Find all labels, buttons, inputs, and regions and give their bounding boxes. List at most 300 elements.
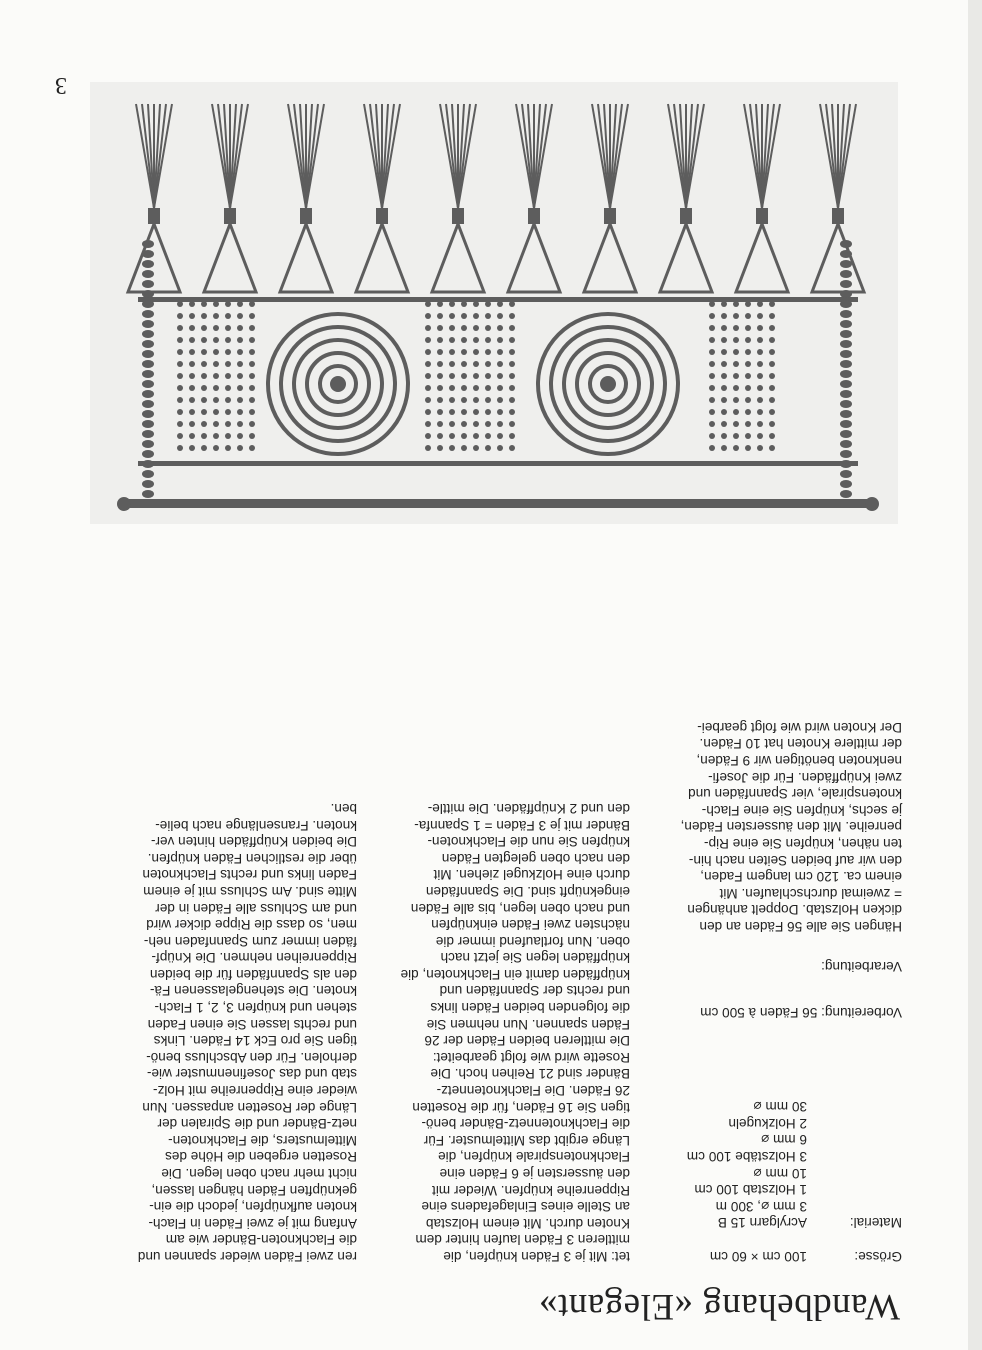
spiral-knot [840, 340, 852, 348]
net-knot [225, 385, 231, 391]
net-knot [437, 349, 443, 355]
text-line: Flachknotenspirale knüpfen, die [438, 1149, 630, 1165]
net-knot [721, 337, 727, 343]
net-knot [733, 325, 739, 331]
spiral-knot [142, 260, 154, 268]
net-knot [437, 433, 443, 439]
net-knot [461, 373, 467, 379]
net-knot [213, 385, 219, 391]
net-knot [733, 301, 739, 307]
text-column-2 [368, 799, 630, 1264]
spiral-knot [840, 260, 852, 268]
text-line: Mittelmusters, die Flachknoten- [168, 1132, 357, 1148]
text-line: den wir auf beiden Seiten nach hin- [688, 852, 902, 868]
net-knot [721, 421, 727, 427]
net-knot [201, 385, 207, 391]
net-knot [189, 373, 195, 379]
spiral-knot [840, 400, 852, 408]
net-knot [745, 325, 751, 331]
text-line: = zweimal durchschlaufen. Mit [719, 885, 902, 901]
spec-row-material [602, 1098, 902, 1231]
net-knot [757, 385, 763, 391]
net-knot [473, 445, 479, 451]
text-line: nenknoten benötigen wir 9 Fäden, [696, 753, 902, 769]
net-knot [485, 421, 491, 427]
net-knot [721, 433, 727, 439]
net-knot [769, 373, 775, 379]
net-knot [189, 397, 195, 403]
net-knot [449, 337, 455, 343]
josephine-knot [812, 224, 864, 292]
text-line: Mitte sind. Am Schluss mit je einem [143, 883, 357, 899]
net-knot [213, 361, 219, 367]
net-knot [473, 433, 479, 439]
text-line: den als Spannfäden für die beiden [149, 966, 357, 982]
net-knot [189, 421, 195, 427]
net-knot [177, 361, 183, 367]
text-line: nicht mehr nach oben legen. Die [161, 1166, 357, 1182]
net-knot [225, 445, 231, 451]
net-knot [497, 361, 503, 367]
net-knot [189, 325, 195, 331]
net-knot [213, 445, 219, 451]
spiral-knot [840, 390, 852, 398]
net-knot [437, 325, 443, 331]
spiral-knot [142, 410, 154, 418]
net-knot [177, 385, 183, 391]
net-knot [213, 421, 219, 427]
verarbeitung-label: Verarbeitung: [821, 959, 902, 974]
net-knot [769, 433, 775, 439]
spiral-knot [840, 370, 852, 378]
net-knot [769, 445, 775, 451]
net-knot [237, 361, 243, 367]
text-line: knoten. Die stehengelassenen Fä- [149, 983, 357, 999]
text-line: den nach oben gelegten Fäden [441, 850, 630, 866]
text-line: 26 Fäden. Die Flachknotennetz- [436, 1083, 630, 1099]
net-knot [449, 421, 455, 427]
net-knot [237, 385, 243, 391]
text-line: Anfang mit je zwei Fäden in Flach- [148, 1215, 357, 1231]
net-knot [733, 421, 739, 427]
net-knot [757, 373, 763, 379]
net-knot [201, 397, 207, 403]
spiral-knot [840, 350, 852, 358]
net-knot [745, 445, 751, 451]
net-knot [757, 433, 763, 439]
net-knot [437, 313, 443, 319]
text-line: ben. [330, 800, 357, 816]
spiral-knot [142, 450, 154, 458]
net-knot [709, 397, 715, 403]
spiral-knot [840, 430, 852, 438]
net-knot [225, 337, 231, 343]
text-line: nächsten zwei Fäden einknüpfen [431, 917, 630, 933]
text-line: knoten aufknüpfen, jedoch die ein- [149, 1199, 357, 1215]
net-knot [721, 349, 727, 355]
net-knot [437, 385, 443, 391]
text-line: ten nähen, knüpfen Sie eine Rip- [703, 836, 902, 852]
net-knot [473, 313, 479, 319]
text-line: fäden immer zum Spannfaden neh- [143, 933, 357, 949]
tassel-wrap [300, 208, 312, 224]
net-knot [201, 301, 207, 307]
spiral-knot [142, 420, 154, 428]
net-knot [225, 325, 231, 331]
spec-table [602, 1098, 902, 1264]
net-knot [509, 301, 515, 307]
net-knot [509, 373, 515, 379]
net-knot [249, 337, 255, 343]
net-knot [497, 445, 503, 451]
net-knot [189, 301, 195, 307]
net-knot [437, 373, 443, 379]
net-knot [425, 361, 431, 367]
net-knot [249, 409, 255, 415]
net-knot [461, 325, 467, 331]
net-knot [769, 325, 775, 331]
spiral-knot [142, 380, 154, 388]
net-knot [721, 313, 727, 319]
net-knot [757, 337, 763, 343]
net-knot [449, 325, 455, 331]
text-line: und rechts der Spannfäden und [439, 983, 630, 999]
net-knot [461, 421, 467, 427]
net-knot [461, 361, 467, 367]
net-knot [473, 325, 479, 331]
text-line: Rippenreihe knüpfen. Wieder mit [432, 1182, 630, 1198]
net-knot [177, 421, 183, 427]
macrame-illustration [90, 82, 898, 524]
text-line: Rosetten ergeben die Höhe des [165, 1149, 357, 1165]
josephine-knot [584, 224, 636, 292]
text-column-1 [640, 718, 902, 934]
spec-row-groesse [602, 1247, 902, 1264]
net-knot [249, 397, 255, 403]
net-knot [213, 301, 219, 307]
net-knot [509, 325, 515, 331]
net-knot [709, 373, 715, 379]
net-knot [249, 385, 255, 391]
material-line: 3 mm ⌀, 300 m [715, 1198, 807, 1214]
cross-rod [138, 297, 858, 302]
spiral-knot [142, 310, 154, 318]
net-knot [237, 445, 243, 451]
josephine-knot [128, 224, 180, 292]
text-line: knoten. Fransenlänge nach belie- [155, 817, 357, 833]
net-knot [237, 433, 243, 439]
net-knot [237, 337, 243, 343]
net-knot [189, 433, 195, 439]
spiral-knot [142, 480, 154, 488]
net-knot [733, 349, 739, 355]
net-knot [225, 373, 231, 379]
tassel-wrap [832, 208, 844, 224]
net-knot [757, 421, 763, 427]
net-knot [201, 313, 207, 319]
net-knot [709, 385, 715, 391]
net-knot [225, 421, 231, 427]
net-knot [201, 337, 207, 343]
net-knot [745, 409, 751, 415]
net-knot [213, 337, 219, 343]
net-knot [237, 421, 243, 427]
net-knot [485, 361, 491, 367]
net-knot [213, 373, 219, 379]
text-line: tigen Sie pro Eck 14 Fäden. Links [153, 1033, 357, 1049]
net-knot [745, 337, 751, 343]
josephine-knot [204, 224, 256, 292]
net-knot [509, 397, 515, 403]
net-knot [425, 301, 431, 307]
net-knot [237, 373, 243, 379]
text-line: ren zwei Fäden wieder spannen und [137, 1249, 357, 1264]
net-knot [769, 397, 775, 403]
net-knot [213, 313, 219, 319]
net-knot [757, 409, 763, 415]
text-line: knüpffäden damit ein Flachknoten, die [400, 966, 630, 982]
net-knot [473, 361, 479, 367]
net-knot [449, 397, 455, 403]
net-knot [425, 421, 431, 427]
net-knot [769, 301, 775, 307]
net-knot [757, 301, 763, 307]
text-line: Fäden spannen. Nun nehmen Sie [426, 1016, 630, 1032]
net-knot [225, 397, 231, 403]
net-knot [485, 445, 491, 451]
net-knot [177, 397, 183, 403]
cross-rod [138, 461, 858, 466]
net-knot [249, 445, 255, 451]
net-knot [757, 445, 763, 451]
text-line: eingeknüpft sind. Die Spannfäden [425, 883, 630, 899]
tassel-wrap [604, 208, 616, 224]
net-knot [509, 433, 515, 439]
net-knot [497, 433, 503, 439]
net-knot [213, 325, 219, 331]
net-knot [497, 409, 503, 415]
text-line: Bänder mit je 3 Fäden = 1 Spannfa- [414, 817, 630, 833]
text-line: knüpffäden legen Sie jetzt nach [440, 950, 630, 966]
net-knot [461, 445, 467, 451]
spiral-knot [840, 450, 852, 458]
net-knot [733, 337, 739, 343]
net-knot [437, 397, 443, 403]
spiral-knot [142, 440, 154, 448]
net-knot [225, 409, 231, 415]
tassel-wrap [680, 208, 692, 224]
net-knot [437, 409, 443, 415]
net-knot [473, 349, 479, 355]
net-knot [745, 301, 751, 307]
spiral-knot [840, 280, 852, 288]
net-knot [721, 385, 727, 391]
spiral-knot [840, 410, 852, 418]
text-column-3 [95, 799, 357, 1264]
spiral-knot [840, 380, 852, 388]
text-line: und am Schluss alle Fäden in der [155, 900, 357, 916]
net-knot [249, 301, 255, 307]
net-knot [733, 445, 739, 451]
material-line: 1 Holzstab 100 cm [694, 1182, 807, 1198]
net-knot [509, 421, 515, 427]
net-knot [449, 445, 455, 451]
net-knot [509, 361, 515, 367]
net-knot [497, 421, 503, 427]
text-line: penreihe. Mit den äussersten Fäden, [680, 819, 902, 835]
text-line: der mittlere Knoten hat 10 Fäden. [699, 736, 902, 752]
net-knot [721, 373, 727, 379]
net-knot [733, 361, 739, 367]
net-knot [225, 433, 231, 439]
material-list [602, 1098, 807, 1231]
net-knot [473, 301, 479, 307]
net-knot [485, 301, 491, 307]
josephine-knot [280, 224, 332, 292]
material-label: Material: [849, 1215, 902, 1231]
net-knot [509, 313, 515, 319]
text-line: Bänder sind 21 Reihen hoch. Die [430, 1066, 630, 1082]
spiral-knot [142, 390, 154, 398]
net-knot [201, 433, 207, 439]
josephine-knot [736, 224, 788, 292]
net-knot [709, 313, 715, 319]
net-knot [461, 409, 467, 415]
net-knot [473, 409, 479, 415]
net-knot [757, 361, 763, 367]
net-knot [425, 373, 431, 379]
net-knot [449, 349, 455, 355]
net-knot [425, 385, 431, 391]
material-line: 2 Holzkugeln [728, 1115, 807, 1131]
text-line: geknüpften Fäden hängen lassen, [151, 1182, 357, 1198]
net-knot [189, 337, 195, 343]
net-knot [449, 361, 455, 367]
net-knot [485, 409, 491, 415]
text-line: einem ca. 120 cm langem Faden, [700, 869, 902, 885]
net-knot [425, 337, 431, 343]
net-knot [721, 325, 727, 331]
josephine-knot [432, 224, 484, 292]
text-line: zwei Knüpffäden. Für die Josefi- [708, 769, 902, 785]
net-knot [745, 313, 751, 319]
text-line: Länge ergibt das Mittelmuster. Für [423, 1132, 630, 1148]
net-knot [177, 301, 183, 307]
material-line: 3 Holzstäbe 100 cm [686, 1149, 807, 1165]
net-knot [509, 349, 515, 355]
net-knot [497, 337, 503, 343]
macrame-photo [90, 82, 898, 524]
net-knot [709, 433, 715, 439]
net-knot [189, 349, 195, 355]
net-knot [201, 325, 207, 331]
spiral-knot [142, 350, 154, 358]
net-knot [757, 313, 763, 319]
net-knot [213, 433, 219, 439]
net-knot [249, 313, 255, 319]
net-knot [177, 445, 183, 451]
net-knot [733, 433, 739, 439]
net-knot [485, 373, 491, 379]
net-knot [757, 349, 763, 355]
net-knot [473, 337, 479, 343]
material-line: 10 mm ⌀ [753, 1165, 807, 1181]
net-knot [461, 349, 467, 355]
text-line: stab und das Josefinenmuster wie- [146, 1066, 357, 1082]
tassel-wrap [528, 208, 540, 224]
net-knot [497, 373, 503, 379]
spiral-knot [840, 330, 852, 338]
net-knot [177, 373, 183, 379]
net-knot [769, 361, 775, 367]
spiral-knot [840, 310, 852, 318]
spiral-knot [142, 340, 154, 348]
text-line: über die restlichen Fäden knüpfen. [147, 850, 357, 866]
net-knot [249, 349, 255, 355]
text-line: an Stelle eines Einlagefadens eine [421, 1199, 630, 1215]
net-knot [733, 373, 739, 379]
material-line: 30 mm ⌀ [753, 1099, 807, 1115]
net-knot [709, 445, 715, 451]
spiral-knot [142, 490, 154, 498]
groesse-label: Grösse: [854, 1249, 902, 1264]
net-knot [709, 337, 715, 343]
net-knot [237, 301, 243, 307]
net-knot [745, 397, 751, 403]
josephine-knot [356, 224, 408, 292]
net-knot [709, 421, 715, 427]
net-knot [201, 445, 207, 451]
tassel-wrap [376, 208, 388, 224]
net-knot [745, 361, 751, 367]
dowel-knob [117, 497, 131, 511]
spiral-knot [142, 460, 154, 468]
spiral-knot [142, 280, 154, 288]
net-knot [201, 349, 207, 355]
net-knot [425, 433, 431, 439]
dowel-knob [865, 497, 879, 511]
text-line: Länge der Rosetten anpassen. Nun [142, 1099, 357, 1115]
net-knot [497, 325, 503, 331]
net-knot [437, 301, 443, 307]
net-knot [237, 325, 243, 331]
net-knot [425, 325, 431, 331]
net-knot [249, 421, 255, 427]
josephine-knot [508, 224, 560, 292]
spiral-knot [840, 460, 852, 468]
net-knot [177, 349, 183, 355]
net-knot [473, 385, 479, 391]
tassel-wrap [756, 208, 768, 224]
net-knot [213, 409, 219, 415]
net-knot [249, 373, 255, 379]
spiral-knot [142, 320, 154, 328]
net-knot [769, 409, 775, 415]
spiral-knot [840, 480, 852, 488]
text-line: den und 2 Knüpffäden. Die mittle- [427, 800, 630, 816]
net-knot [709, 409, 715, 415]
vorbereitung-line: Vorbereitung: 56 Fäden à 500 cm [700, 1005, 902, 1020]
text-line: knüpfen Sie nun die Flachknoten- [427, 834, 630, 850]
text-line: wieder eine Rippenreihe mit Holz- [153, 1083, 357, 1099]
net-knot [449, 301, 455, 307]
top-dowel [128, 499, 868, 508]
net-knot [189, 445, 195, 451]
material-line: Acrylgarn 15 B [717, 1215, 807, 1231]
net-knot [485, 337, 491, 343]
net-knot [757, 325, 763, 331]
net-knot [721, 361, 727, 367]
